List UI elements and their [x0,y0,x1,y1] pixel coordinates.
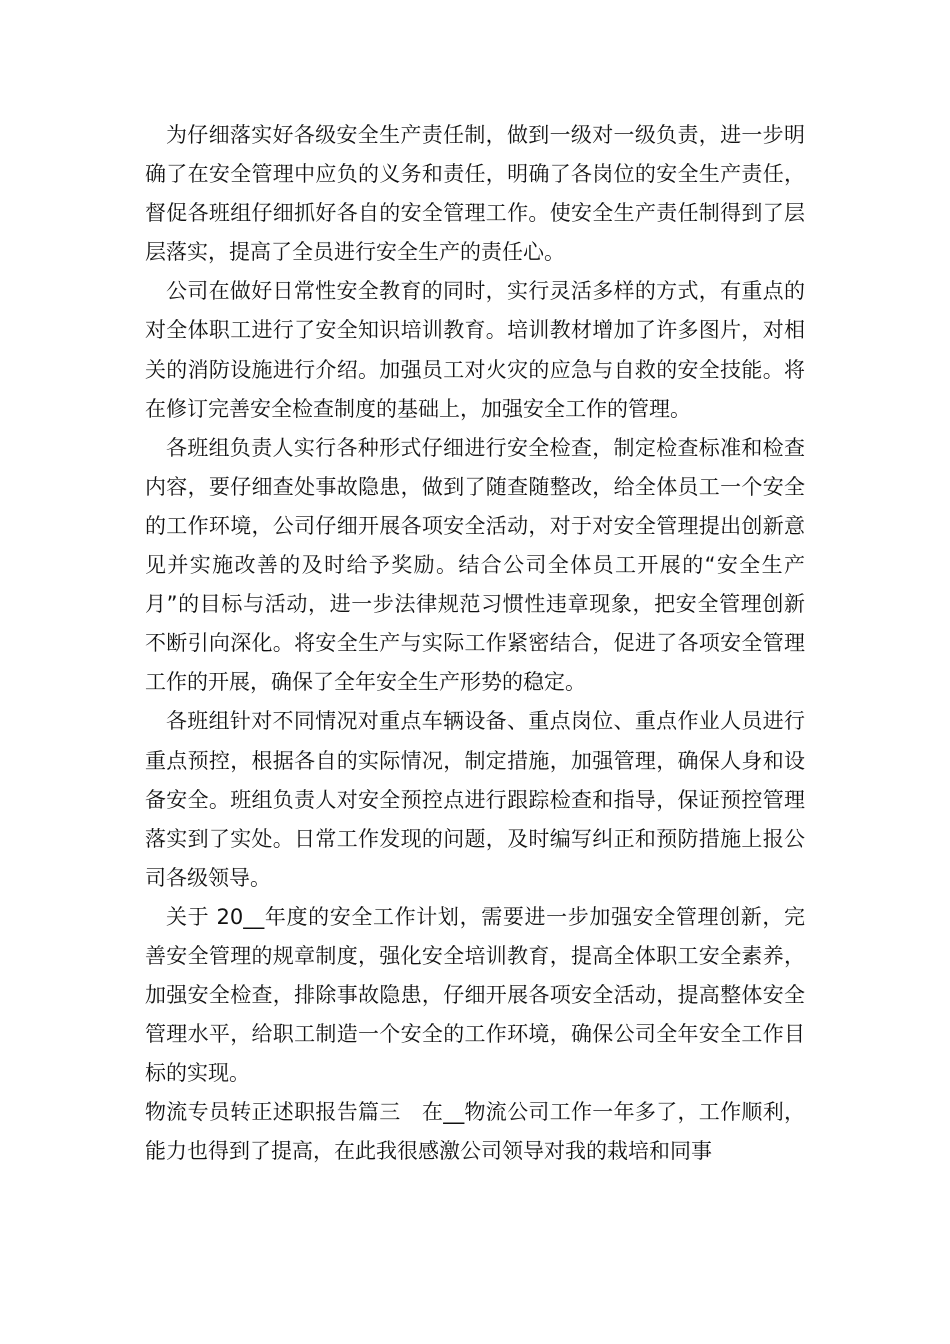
paragraph-report-section-three: 物流专员转正述职报告篇三 在__物流公司工作一年多了，工作顺利，能力也得到了提高，在此我很感激公司领导对我的栽培和同事 [145,1100,805,1164]
paragraph-safety-education: 公司在做好日常性安全教育的同时，实行灵活多样的方式，有重点的对全体职工进行了安全知识培训教育。培训教材增加了许多图片，对相关的消防设施进行介绍。加强员工对火灾的应急与自救的安全技能。将在修订完善安全检查制度的基础上，加强安全工作的管理。 [145,279,805,421]
paragraph-responsibility: 为仔细落实好各级安全生产责任制，做到一级对一级负责，进一步明确了在安全管理中应负的义务和责任，明确了各岗位的安全生产责任，督促各班组仔细抓好各自的安全管理工作。使安全生产责任制得到了层层落实，提高了全员进行安全生产的责任心。 [145,123,805,265]
document-body [145,116,805,1172]
paragraph-annual-plan: 关于 20__年度的安全工作计划，需要进一步加强安全管理创新，完善安全管理的规章制度，强化安全培训教育，提高全体职工安全素养，加强安全检查，排除事故隐患，仔细开展各项安全活动，提高整体安全管理水平，给职工制造一个安全的工作环境，确保公司全年安全工作目标的实现。 [145,904,805,1086]
paragraph-safety-inspection: 各班组负责人实行各种形式仔细进行安全检查，制定检查标准和检查内容，要仔细查处事故隐患，做到了随查随整改，给全体员工一个安全的工作环境，公司仔细开展各项安全活动，对于对安全管理提出创新意见并实施改善的及时给予奖励。结合公司全体员工开展的“安全生产月”的目标与活动，进一步法律规范习惯性违章现象，把安全管理创新不断引向深化。将安全生产与实际工作紧密结合，促进了各项安全管理工作的开展，确保了全年安全生产形势的稳定。 [145,435,805,695]
paragraph-key-control: 各班组针对不同情况对重点车辆设备、重点岗位、重点作业人员进行重点预控，根据各自的实际情况，制定措施，加强管理，确保人身和设备安全。班组负责人对安全预控点进行跟踪检查和指导，保证预控管理落实到了实处。日常工作发现的问题，及时编写纠正和预防措施上报公司各级领导。 [145,709,805,890]
